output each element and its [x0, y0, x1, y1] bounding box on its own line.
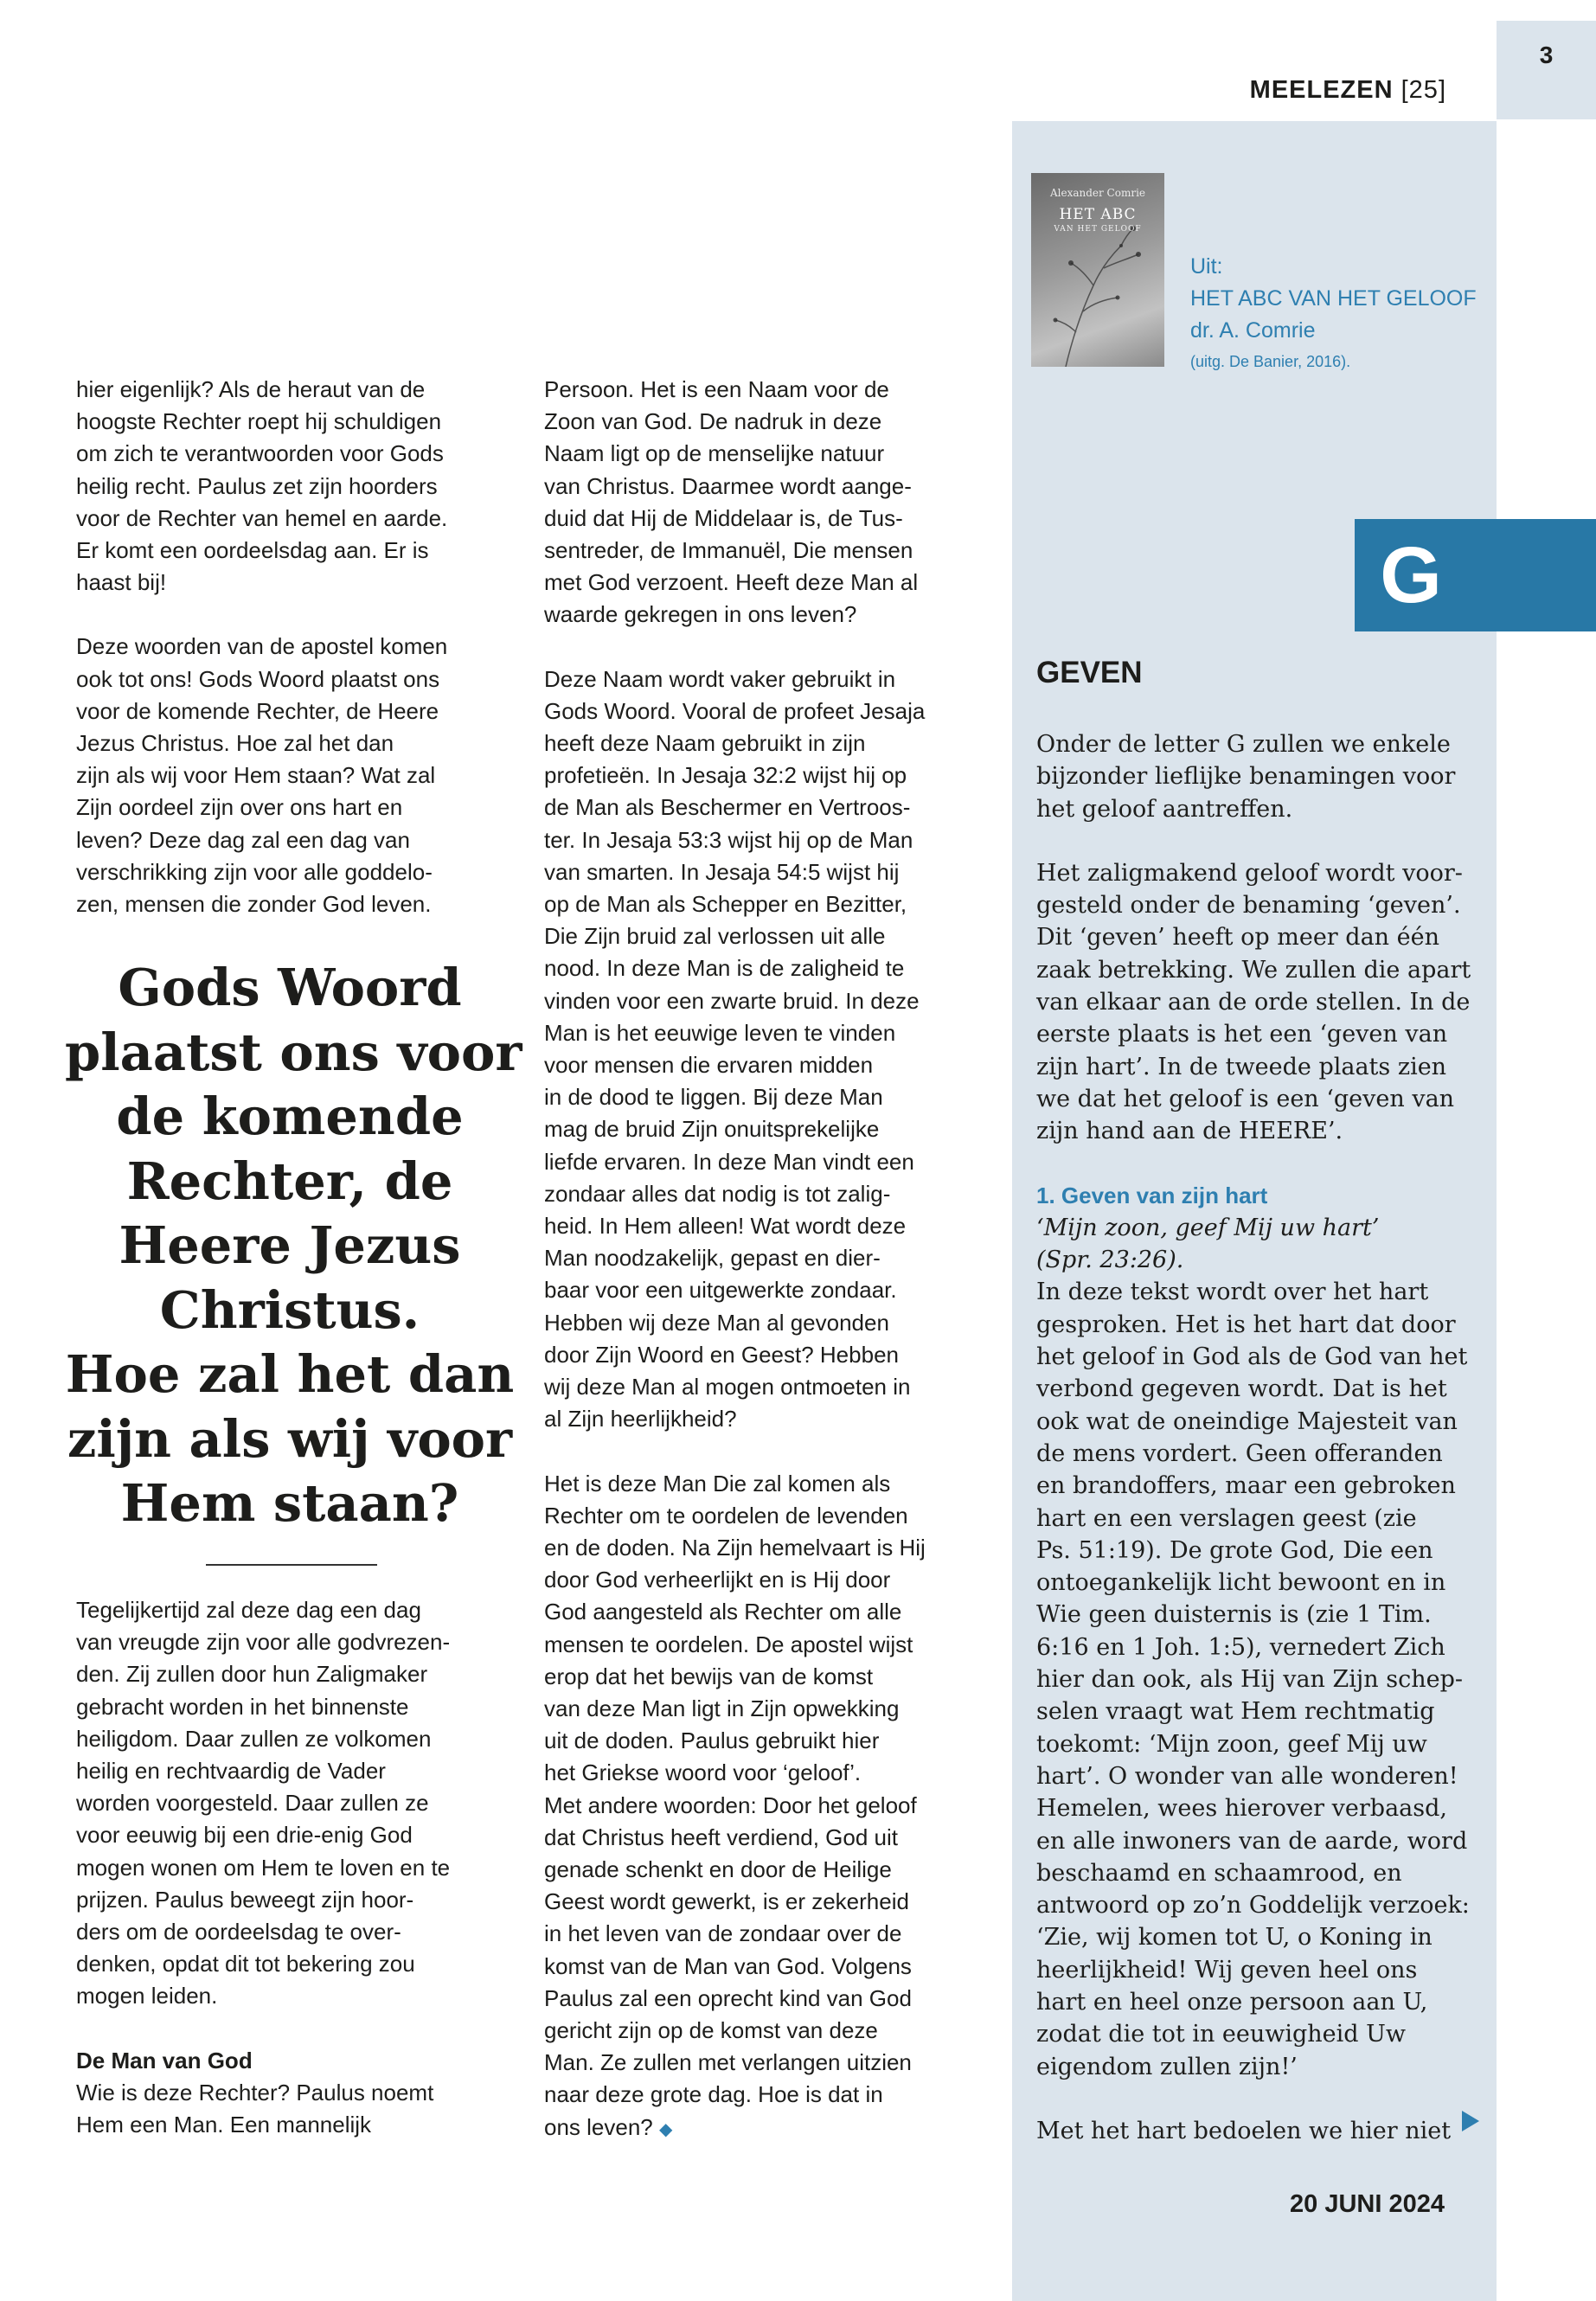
last-line-text: ons leven?	[544, 2113, 653, 2140]
text-line: gesproken. Het is het hart dat door	[1036, 1311, 1456, 1338]
text-line: mensen te oordelen. De apostel wijst	[544, 1631, 913, 1657]
text-line: Persoon. Het is een Naam voor de	[544, 376, 889, 402]
cover-branches-illustration	[1031, 173, 1164, 367]
text-line: ontoegankelijk licht bewoont en in	[1036, 1569, 1446, 1597]
text-line: de komende	[116, 1086, 464, 1146]
column-1-paragraph-4	[76, 2077, 450, 2141]
text-line: het geloof in God als de God van het	[1036, 1343, 1468, 1371]
text-line: Zijn oordeel zijn over ons hart en	[76, 794, 403, 821]
text-line: leven? Deze dag zal een dag van	[76, 826, 410, 853]
text-line: en alle inwoners van de aarde, word	[1036, 1827, 1468, 1855]
text-line: heilig recht. Paulus zet zijn hoorders	[76, 472, 438, 499]
cover-author: Alexander Comrie	[1049, 187, 1146, 199]
text-line: en brandoffers, maar een gebroken	[1036, 1472, 1456, 1500]
sidebar-final-line: Met het hart bedoelen we hier niet	[1036, 2117, 1452, 2144]
text-line: Zoon van God. De nadruk in deze	[544, 408, 882, 435]
text-line: Onder de letter G zullen we enkele	[1036, 731, 1451, 758]
text-line: het Griekse woord voor ‘geloof’.	[544, 1759, 862, 1786]
text-line: hier dan ook, als Hij van Zijn schep-	[1036, 1666, 1464, 1694]
text-line: toekomt: ‘Mijn zoon, geef Mij uw	[1036, 1730, 1427, 1758]
text-line: voor mensen die ervaren midden	[544, 1052, 874, 1079]
text-line: genade schenkt en door de Heilige	[544, 1856, 892, 1882]
text-line: zijn als wij voor Hem staan? Wat zal	[76, 762, 436, 789]
text-line: Paulus zal een oprecht kind van God	[544, 1984, 912, 2011]
text-line: Het is deze Man Die zal komen als	[544, 1470, 891, 1497]
text-line: waarde gekregen in ons leven?	[544, 601, 857, 628]
text-line: wij deze Man al mogen ontmoeten in	[544, 1374, 911, 1400]
column-1-top	[76, 374, 447, 920]
text-line: ook wat de oneindige Majesteit van	[1036, 1407, 1458, 1435]
text-line: heiligdom. Daar zullen ze volkomen	[76, 1725, 432, 1752]
text-line: erop dat het bewijs van de komst	[544, 1663, 874, 1689]
column-1-paragraph-2	[76, 631, 447, 920]
text-line: Er komt een oordeelsdag aan. Er is	[76, 537, 429, 564]
text-line: zijn als wij voor	[67, 1408, 513, 1469]
text-line: voor de komende Rechter, de Heere	[76, 697, 439, 724]
text-line: eigendom zullen zijn!’	[1036, 2053, 1298, 2080]
text-line: vinden voor een zwarte bruid. In deze	[544, 987, 920, 1014]
text-line: Man is het eeuwige leven te vinden	[544, 1019, 896, 1046]
book-cover-image	[1031, 173, 1164, 367]
text-line: profetieën. In Jesaja 32:2 wijst hij op	[544, 762, 907, 789]
column-1-subheading: De Man van God	[76, 2047, 253, 2073]
text-line: gericht zijn op de komst van deze	[544, 2016, 878, 2043]
column-1-paragraph-1	[76, 374, 447, 599]
text-line: Deze Naam wordt vaker gebruikt in	[544, 665, 896, 692]
text-line: eerste plaats is het een ‘geven van	[1036, 1021, 1448, 1048]
text-line: van deze Man ligt in Zijn opwekking	[544, 1695, 900, 1721]
text-line: Hebben wij deze Man al gevonden	[544, 1309, 889, 1336]
text-line: om zich te verantwoorden voor Gods	[76, 440, 444, 467]
text-line: hart en heel onze persoon aan U,	[1036, 1988, 1428, 2016]
text-line: Hem een Man. Een mannelijk	[76, 2112, 372, 2138]
text-line: Die Zijn bruid zal verlossen uit alle	[544, 923, 886, 950]
text-line: ders om de oordeelsdag te over-	[76, 1919, 401, 1945]
text-line: verschrikking zijn voor alle goddelo-	[76, 858, 433, 885]
text-line: verbond gegeven wordt. Dat is het	[1036, 1375, 1447, 1403]
text-line: bijzonder lieflijke benamingen voor	[1036, 763, 1456, 791]
text-line: selen vraagt wat Hem rechtmatig	[1036, 1698, 1435, 1726]
text-line: Gods Woord	[118, 958, 462, 1017]
text-line: heerlijkheid! Wij geven heel ons	[1036, 1956, 1418, 1984]
sidebar-subheading: 1. Geven van zijn hart	[1036, 1182, 1268, 1208]
text-line: plaatst ons voor	[65, 1022, 522, 1082]
text-line: van Christus. Daarmee wordt aange-	[544, 472, 912, 499]
text-line: op de Man als Schepper en Bezitter,	[544, 891, 907, 918]
section-header	[1125, 76, 1446, 105]
end-mark-icon: ◆	[659, 2119, 673, 2139]
text-line: uit de doden. Paulus gebruikt hier	[544, 1727, 880, 1754]
text-line: naar deze grote dag. Hoe is dat in	[544, 2081, 883, 2108]
text-line: ter. In Jesaja 53:3 wijst hij op de Man	[544, 826, 913, 853]
text-line: Naam ligt op de menselijke natuur	[544, 440, 885, 467]
text-line: de Man als Beschermer en Vertroos-	[544, 794, 911, 821]
text-line: Tegelijkertijd zal deze dag een dag	[76, 1597, 421, 1623]
column-2-last-line	[544, 2112, 926, 2146]
text-line: haast bij!	[76, 569, 167, 596]
text-line: zijn hand aan de HEERE’.	[1036, 1118, 1343, 1145]
text-line: Hemelen, wees hierover verbaasd,	[1036, 1795, 1448, 1823]
text-line: mogen leiden.	[76, 1983, 218, 2009]
text-line: Met andere woorden: Door het geloof	[544, 1791, 917, 1818]
text-line: Rechter, de	[126, 1150, 453, 1211]
text-line: baar voor een uitgewerkte zondaar.	[544, 1277, 897, 1304]
source-info	[1190, 251, 1476, 376]
pull-quote-divider	[206, 1564, 377, 1566]
text-line: zen, mensen die zonder God leven.	[76, 891, 432, 918]
text-line: van elkaar aan de orde stellen. In de	[1036, 989, 1471, 1016]
continue-arrow-icon	[1462, 2111, 1479, 2131]
text-line: van smarten. In Jesaja 54:5 wijst hij	[544, 858, 900, 885]
text-line: en de doden. Na Zijn hemelvaart is Hij	[544, 1534, 926, 1561]
sidebar-heading: GEVEN	[1036, 656, 1143, 689]
text-line: (Spr. 23:26).	[1036, 1247, 1184, 1274]
pull-quote	[65, 956, 522, 1536]
text-line: voor eeuwig bij een drie-enig God	[76, 1822, 413, 1849]
issue-number: [25]	[1401, 76, 1446, 104]
text-line: zijn hart’. In de tweede plaats zien	[1036, 1053, 1447, 1080]
page-number: 3	[1539, 42, 1554, 68]
text-line: hoogste Rechter roept hij schuldigen	[76, 408, 442, 435]
text-line: liefde ervaren. In deze Man vindt een	[544, 1148, 914, 1175]
text-line: Jezus Christus. Hoe zal het dan	[76, 730, 394, 757]
text-line: door God verheerlijkt en is Hij door	[544, 1567, 891, 1593]
text-line: mag de bruid Zijn onuitsprekelijke	[544, 1116, 880, 1143]
sidebar-intro	[1036, 728, 1471, 825]
text-line: prijzen. Paulus beweegt zijn hoor-	[76, 1886, 414, 1913]
source-publisher: (uitg. De Banier, 2016).	[1190, 353, 1351, 370]
text-line: Dit ‘geven’ heeft op meer dan één	[1036, 924, 1439, 952]
text-line: heid. In Hem alleen! Wat wordt deze	[544, 1213, 907, 1240]
letter-badge	[1355, 519, 1596, 631]
source-author: dr. A. Comrie	[1190, 318, 1316, 343]
text-line: Christus.	[159, 1279, 420, 1340]
sidebar-paragraph-3	[1036, 1276, 1471, 2082]
text-line: in het leven van de zondaar over de	[544, 1920, 902, 1947]
text-line: Ps. 51:19). De grote God, Die een	[1036, 1536, 1433, 1564]
text-line: zodat die tot in eeuwigheid Uw	[1036, 2021, 1407, 2048]
text-line: beschaamd en schaamrood, en	[1036, 1859, 1402, 1887]
text-line: Heere Jezus	[119, 1215, 461, 1275]
column-2-paragraph-2	[544, 663, 926, 1436]
text-line: ‘Mijn zoon, geef Mij uw hart’	[1036, 1214, 1380, 1241]
text-line: zaak betrekking. We zullen die apart	[1036, 956, 1471, 984]
text-line: het geloof aantreffen.	[1036, 795, 1293, 823]
text-line: zondaar alles dat nodig is tot zalig-	[544, 1180, 891, 1207]
text-line: Wie geen duisternis is (zie 1 Tim.	[1036, 1601, 1432, 1629]
text-line: In deze tekst wordt over het hart	[1036, 1279, 1429, 1306]
text-line: in de dood te liggen. Bij deze Man	[544, 1084, 883, 1111]
text-line: Man. Ze zullen met verlangen uitzien	[544, 2049, 912, 2076]
text-line: ‘Zie, wij komen tot U, o Koning in	[1036, 1924, 1433, 1952]
letter-g: G	[1380, 531, 1442, 619]
text-line: Deze woorden van de apostel komen	[76, 633, 448, 660]
text-line: komst van de Man van God. Volgens	[544, 1952, 912, 1979]
text-line: ook tot ons! Gods Woord plaatst ons	[76, 665, 440, 692]
sidebar-quote	[1036, 1212, 1471, 1277]
column-2-paragraph-3	[544, 1468, 926, 2112]
text-line: Het zaligmakend geloof wordt voor-	[1036, 859, 1463, 887]
text-line: voor de Rechter van hemel en aarde.	[76, 504, 448, 531]
page-number-tab	[1497, 21, 1596, 119]
text-line: denken, opdat dit tot bekering zou	[76, 1951, 415, 1977]
text-line: van vreugde zijn voor alle godvrezen-	[76, 1629, 451, 1656]
column-1-paragraph-3	[76, 1594, 450, 2013]
text-line: hart’. O wonder van alle wonderen!	[1036, 1762, 1458, 1790]
cover-subtitle: VAN HET GELOOF	[1054, 225, 1142, 234]
text-line: heeft deze Naam gebruikt in zijn	[544, 730, 866, 757]
text-line: sentreder, de Immanuël, Die mensen	[544, 537, 913, 564]
text-line: met God verzoent. Heeft deze Man al	[544, 569, 919, 596]
text-line: Gods Woord. Vooral de profeet Jesaja	[544, 697, 926, 724]
sidebar-paragraph-2	[1036, 857, 1471, 1148]
section-name: MEELEZEN	[1249, 76, 1394, 104]
source-label: Uit:	[1190, 254, 1223, 279]
text-line: Hoe zal het dan	[65, 1344, 515, 1404]
text-line: Geest wordt gewerkt, is er zekerheid	[544, 1888, 909, 1915]
text-line: gebracht worden in het binnenste	[76, 1693, 409, 1720]
text-line: antwoord op zo’n Goddelijk verzoek:	[1036, 1892, 1470, 1920]
text-line: we dat het geloof is een ‘geven van	[1036, 1085, 1455, 1112]
column-2	[544, 374, 926, 2146]
text-line: God aangesteld als Rechter om alle	[544, 1599, 902, 1625]
text-line: duid dat Hij de Middelaar is, de Tus-	[544, 504, 903, 531]
text-line: 6:16 en 1 Joh. 1:5), vernedert Zich	[1036, 1633, 1445, 1661]
text-line: gesteld onder de benaming ‘geven’.	[1036, 892, 1461, 920]
cover-title: HET ABC	[1059, 206, 1137, 223]
text-line: Rechter om te oordelen de levenden	[544, 1502, 908, 1529]
text-line: dat Christus heeft verdiend, God uit	[544, 1823, 899, 1850]
text-line: mogen wonen om Hem te loven en te	[76, 1854, 451, 1881]
text-line: Man noodzakelijk, gepast en dier-	[544, 1245, 881, 1272]
text-line: Hem staan?	[120, 1473, 459, 1533]
text-line: hier eigenlijk? Als de heraut van de	[76, 376, 426, 402]
column-1-bottom	[76, 1594, 450, 2141]
text-line: al Zijn heerlijkheid?	[544, 1406, 737, 1433]
source-book-title: HET ABC VAN HET GELOOF	[1190, 286, 1477, 311]
text-line: door Zijn Woord en Geest? Hebben	[544, 1341, 899, 1368]
text-line: den. Zij zullen door hun Zaligmaker	[76, 1661, 428, 1688]
text-line: nood. In deze Man is de zaligheid te	[544, 955, 905, 982]
text-line: Wie is deze Rechter? Paulus noemt	[76, 2079, 434, 2106]
column-2-paragraph-1	[544, 374, 926, 631]
text-line: de mens vordert. Geen offeranden	[1036, 1439, 1443, 1467]
issue-date: 20 JUNI 2024	[1290, 2190, 1445, 2218]
text-line: heilig en rechtvaardig de Vader	[76, 1758, 386, 1785]
sidebar-body	[1036, 728, 1471, 2147]
text-line: worden voorgesteld. Daar zullen ze	[76, 1790, 429, 1817]
text-line: hart en een verslagen geest (zie	[1036, 1504, 1417, 1532]
